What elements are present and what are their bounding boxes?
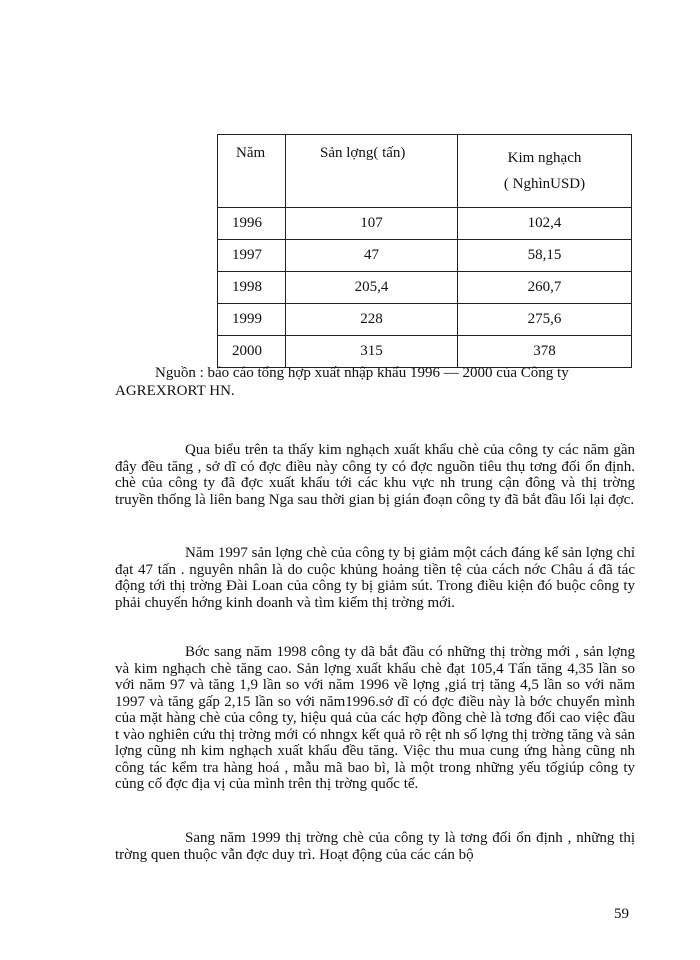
- cell-value: 260,7: [458, 272, 632, 304]
- header-value-line1: Kim nghạch: [507, 150, 582, 166]
- cell-value: 378: [458, 336, 632, 368]
- table-row: [218, 336, 632, 368]
- table-row: [218, 304, 632, 336]
- header-value-line2: ( NghìnUSD): [503, 176, 586, 192]
- paragraph-2: Năm 1997 sản lợng chè của công ty bị giảm một cách đáng kể sản lợng chỉ đạt 47 tấn . nguyên nhân là do cuộc khủng hoảng tiền tệ của cách nớc Châu á đã tác động tới thị trờng Đài Loan của công ty bị giảm sút. Trong điều kiện đó buộc công ty phải chuyển hớng kinh doanh và tìm kiếm thị trờng mới.: [115, 545, 635, 611]
- cell-production: 228: [286, 304, 458, 336]
- cell-value: 102,4: [458, 208, 632, 240]
- table-header-row: [218, 135, 632, 208]
- cell-year: 1999: [218, 304, 286, 336]
- header-value: [458, 135, 632, 208]
- cell-value: 275,6: [458, 304, 632, 336]
- table-row: [218, 208, 632, 240]
- header-year: Năm: [218, 135, 286, 208]
- table-row: [218, 272, 632, 304]
- table-row: [218, 240, 632, 272]
- page-number: 59: [614, 906, 629, 922]
- paragraph-3: Bớc sang năm 1998 công ty dã bắt đầu có những thị trờng mới , sản lợng và kim nghạch chè tăng cao. Sản lợng xuất khẩu chè đạt 105,4 Tấn tăng 4,35 lần so với năm 97 và tăng 1,9 lần so với năm 1996 về lợng ,giá trị tăng 4,5 lần so với năm 1997 và tăng gấp 2,15 lần so với năm1996.sở dĩ có đợc điều này là bớc chuyển mình của mặt hàng chè của công ty, hiệu quả của các hợp đồng chè là tơng đối cao việc đầu t vào nghiên cứu thị trờng mới có nhngx kết quả rõ rệt nh số lợng thị trờng tăng và sản lợng cũng nh kim nghạch xuất khẩu đều tăng. Việc thu mua cung ứng hàng cũng nh công tác kểm tra hàng hoá , mẫu mã bao bì, là một trong những yếu tốgiúp công ty củng cố đợc địa vị của mình trên thị trờng quốc tế.: [115, 644, 635, 792]
- paragraph-4: Sang năm 1999 thị trờng chè của công ty là tơng đối ổn định , những thị trờng quen thuộc vẫn đợc duy trì. Hoạt động của các cán bộ: [115, 830, 635, 863]
- source-line-1: Nguồn : báo cáo tổng hợp xuất nhập khẩu 1996 — 2000 của Công ty: [155, 365, 569, 381]
- cell-value: 58,15: [458, 240, 632, 272]
- cell-production: 315: [286, 336, 458, 368]
- cell-year: 1996: [218, 208, 286, 240]
- cell-production: 107: [286, 208, 458, 240]
- export-data-table: [217, 134, 632, 368]
- cell-year: 1998: [218, 272, 286, 304]
- cell-year: 1997: [218, 240, 286, 272]
- cell-production: 205,4: [286, 272, 458, 304]
- source-line-2: AGREXRORT HN.: [115, 383, 235, 399]
- paragraph-1: Qua biểu trên ta thấy kim nghạch xuất khẩu chè của công ty các năm gần đây đều tăng , sở dĩ có đợc điều này công ty có đợc nguồn tiêu thụ tơng đối ổn định. chè của công ty đã đợc xuất khẩu tới các khu vực nh trung cận đông và thị trờng truyền thống là liên bang Nga sau thời gian bị gián đoạn công ty đã bắt đầu lối lại đợc.: [115, 442, 635, 508]
- cell-production: 47: [286, 240, 458, 272]
- cell-year: 2000: [218, 336, 286, 368]
- table-source-note: [115, 364, 635, 400]
- header-production: Sản lợng( tấn): [286, 135, 458, 208]
